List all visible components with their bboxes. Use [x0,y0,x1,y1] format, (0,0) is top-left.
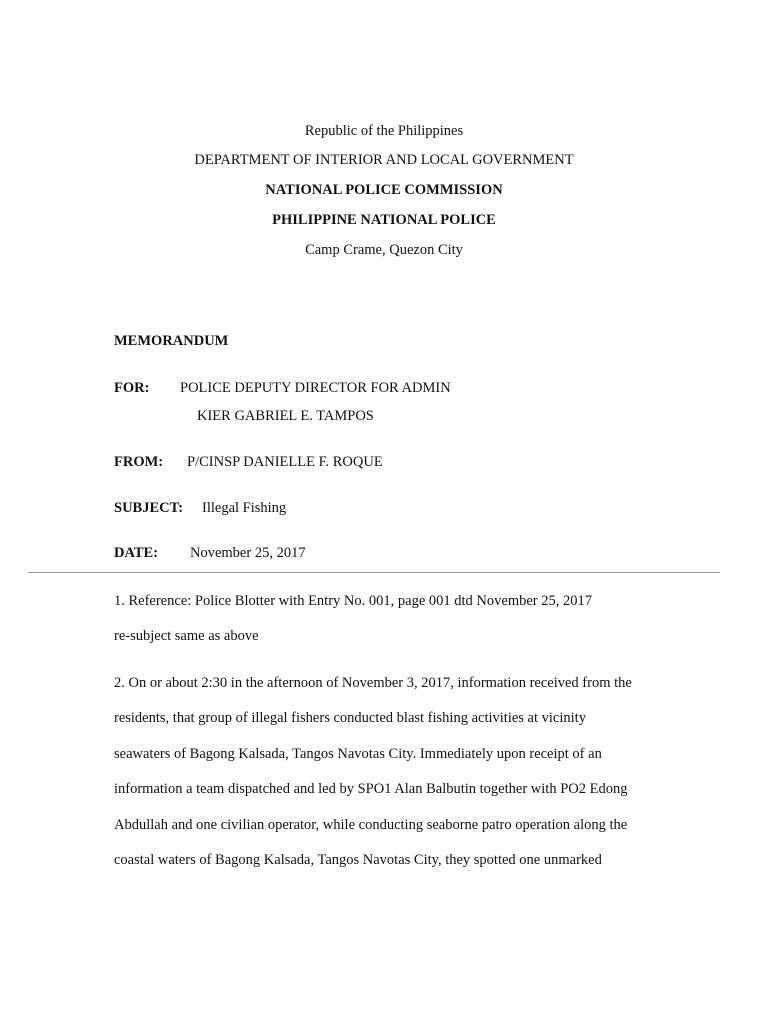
subject-label: SUBJECT: [114,500,184,516]
header-republic: Republic of the Philippines [304,123,464,139]
for-line-2: KIER GABRIEL E. TAMPOS [197,408,374,424]
header-location: Camp Crame, Quezon City [305,242,463,258]
body-line: seawaters of Bagong Kalsada, Tangos Navotas City. Immediately upon receipt of an [114,746,602,762]
header-police: PHILIPPINE NATIONAL POLICE [272,212,496,228]
date-label: DATE: [114,545,159,561]
for-label: FOR: [114,380,150,396]
memo-title: MEMORANDUM [114,333,229,349]
body-line: 1. Reference: Police Blotter with Entry No. 001, page 001 dtd November 25, 2017 [114,593,592,609]
body-line: Abdullah and one civilian operator, while conducting seaborne patro operation along the [114,817,628,833]
body-line: residents, that group of illegal fishers conducted blast fishing activities at vicinity [114,710,586,726]
body-line: re-subject same as above [114,628,259,644]
divider-line [28,572,720,573]
body-line: coastal waters of Bagong Kalsada, Tangos Navotas City, they spotted one unmarked [114,852,602,868]
body-line: information a team dispatched and led by SPO1 Alan Balbutin together with PO2 Edong [114,781,628,797]
subject-value: Illegal Fishing [202,500,287,516]
from-value: P/CINSP DANIELLE F. ROQUE [187,454,383,470]
header-commission: NATIONAL POLICE COMMISSION [265,182,503,198]
header-department: DEPARTMENT OF INTERIOR AND LOCAL GOVERNMENT [194,152,574,168]
from-label: FROM: [114,454,164,470]
date-value: November 25, 2017 [190,545,306,561]
body-line: 2. On or about 2:30 in the afternoon of November 3, 2017, information received from the [114,675,632,691]
for-line-1: POLICE DEPUTY DIRECTOR FOR ADMIN [180,380,451,396]
